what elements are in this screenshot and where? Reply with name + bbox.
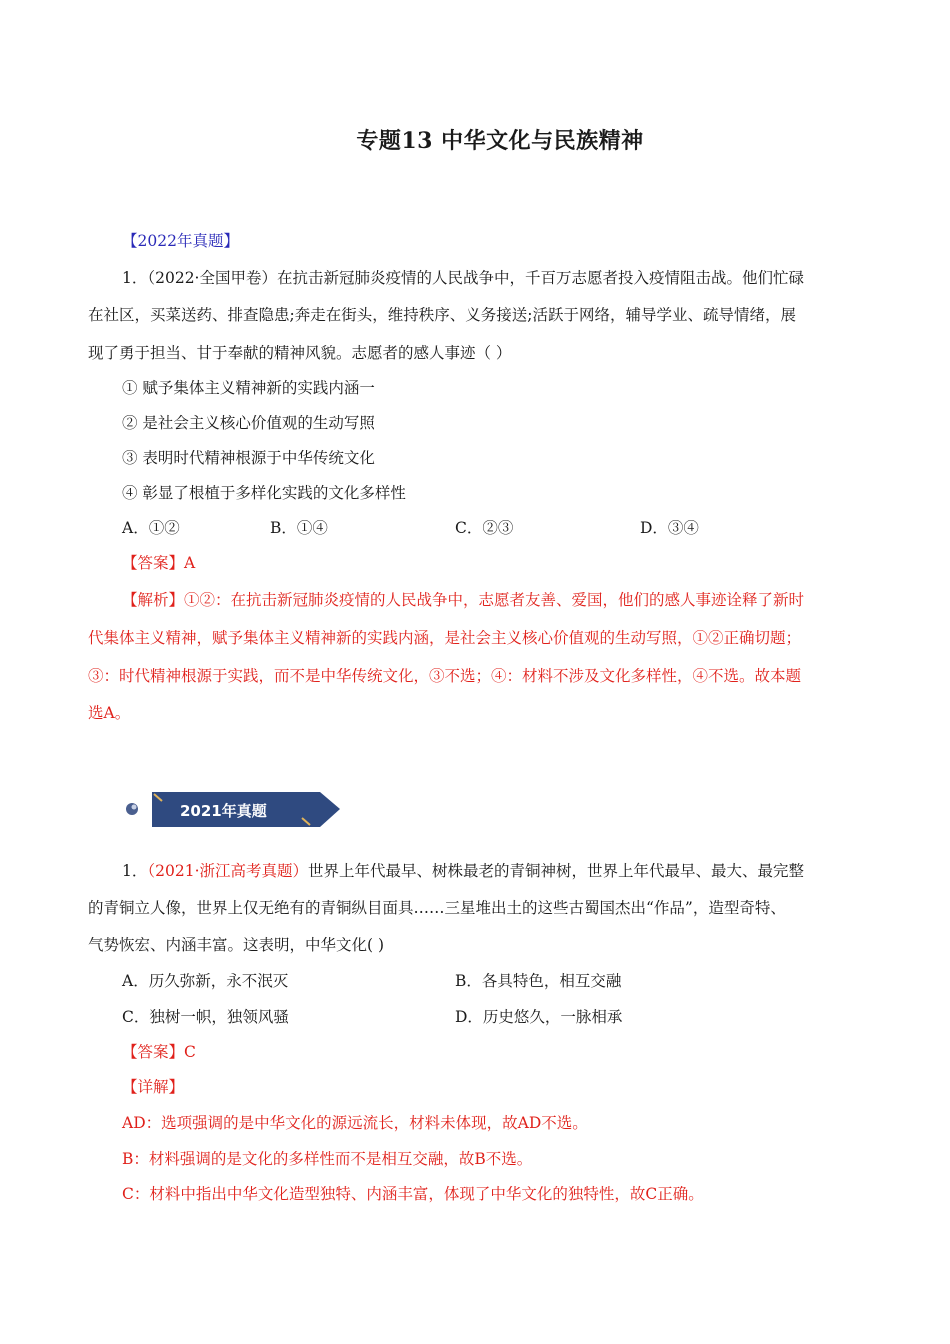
q2022-statement-3: ③ 表明时代精神根源于中华传统文化 [122, 449, 375, 467]
q2022-statement-4: ④ 彰显了根植于多样化实践的文化多样性 [122, 484, 406, 502]
banner-dot-icon [126, 803, 138, 815]
q2022-answer: 【答案】A [122, 554, 196, 572]
q2022-explanation-line3: ③：时代精神根源于实践，而不是中华传统文化，③不选；④：材料不涉及文化多样性，④不选。故本题 [88, 667, 802, 685]
q2021-answer: 【答案】C [122, 1043, 196, 1061]
q2021-stem-line2: 的青铜立人像，世界上仅无绝有的青铜纵目面具……三星堆出土的这些古蜀国杰出“作品”，造型奇特、 [88, 899, 786, 917]
q2022-choice-c: C．②③ [455, 519, 514, 537]
q2022-statement-1: ① 赋予集体主义精神新的实践内涵一 [122, 379, 375, 397]
q2021-detail-line2: B：材料强调的是文化的多样性而不是相互交融，故B不选。 [122, 1150, 533, 1168]
q2021-detail-line3: C：材料中指出中华文化造型独特、内涵丰富，体现了中华文化的独特性，故C正确。 [122, 1185, 704, 1203]
section-2021-label: 2021年真题 [180, 802, 267, 820]
q2021-stem-line3: 气势恢宏、内涵丰富。这表明，中华文化( ) [88, 936, 385, 954]
q2021-number: 1． [122, 862, 148, 880]
q2021-stem-line1 [122, 861, 804, 881]
q2021-choice-a: A．历久弥新，永不泯灭 [122, 972, 289, 990]
q2022-explanation-line1: 【解析】①②：在抗击新冠肺炎疫情的人民战争中，志愿者友善、爱国，他们的感人事迹诠释了新时 [122, 591, 805, 609]
q2021-detail-line1: AD：选项强调的是中华文化的源远流长，材料未体现，故AD不选。 [122, 1114, 588, 1132]
q2022-stem-line1: 1．（2022·全国甲卷）在抗击新冠肺炎疫情的人民战争中，千百万志愿者投入疫情阻击战。他们忙碌 [122, 269, 804, 287]
q2021-choice-c: C．独树一帜，独领风骚 [122, 1008, 289, 1026]
page-title: 专题13 中华文化与民族精神 [356, 128, 644, 154]
q2022-explanation-line2: 代集体主义精神，赋予集体主义精神新的实践内涵，是社会主义核心价值观的生动写照，①②正确切题； [88, 629, 802, 647]
q2022-statement-2: ② 是社会主义核心价值观的生动写照 [122, 414, 375, 432]
q2021-stem-text: 世界上年代最早、树株最老的青铜神树，世界上年代最早、最大、最完整 [308, 862, 805, 880]
q2022-stem-line2: 在社区，买菜送药、排查隐患;奔走在街头，维持秩序、义务接送;活跃于网络，辅导学业、疏导情绪，展 [88, 306, 796, 324]
q2022-stem-line3: 现了勇于担当、甘于奉献的精神风貌。志愿者的感人事迹（ ） [88, 344, 512, 362]
q2022-choice-b: B．①④ [270, 519, 328, 537]
section-2022-label: 【2022年真题】 [122, 232, 239, 250]
q2022-choice-d: D．③④ [640, 519, 699, 537]
q2021-choice-b: B．各具特色，相互交融 [455, 972, 622, 990]
q2021-choice-d: D．历史悠久，一脉相承 [455, 1008, 623, 1026]
q2022-explanation-line4: 选A。 [88, 704, 131, 722]
q2022-choice-a: A．①② [122, 519, 180, 537]
q2021-detail-label: 【详解】 [122, 1078, 185, 1096]
q2021-source: （2021·浙江高考真题） [147, 862, 308, 880]
